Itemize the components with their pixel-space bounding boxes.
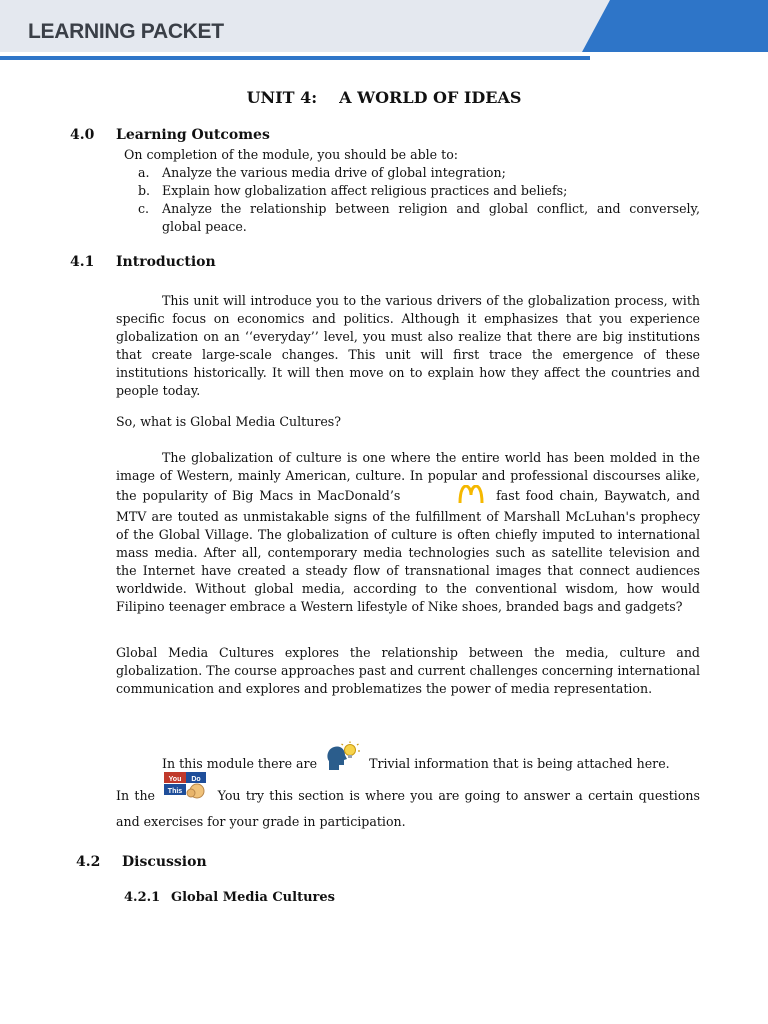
section-number-introduction: 4.1 — [70, 254, 95, 270]
badge-word-1: You — [168, 776, 182, 783]
try-it-note-b: You try this section is where you are going to answer a certain questions and exercises for your grade in participation. — [116, 788, 700, 829]
outcome-text: Explain how globalization affect religious practices and beliefs; — [162, 183, 568, 198]
paragraph-2-part-b: fast food chain, Baywatch, and MTV are touted as unmistakable signs of the fulfillment of Marshall McLuhan's prophecy of the Global Village. The globalization of culture is often chiefly imputed to international mass media. After all, contemporary media technologies such as satellite television and the Internet have created a steady flow of transnational images that connect audiences worldwide. Without global media, according to the conventional wisdom, how would Filipino teenager embrace a Western lifestyle of Nike shoes, branded bags and gadgets? — [116, 488, 700, 614]
try-it-note-a: In the — [116, 788, 156, 803]
outcome-label: a. — [138, 165, 150, 180]
section-title-introduction: Introduction — [116, 254, 216, 270]
section-title-outcomes: Learning Outcomes — [116, 127, 270, 143]
lightbulb-head-icon — [325, 741, 361, 776]
try-it-note — [116, 776, 700, 831]
badge-word-3: This — [168, 788, 183, 795]
unit-name: A WORLD OF IDEAS — [339, 88, 522, 107]
intro-paragraph-1: This unit will introduce you to the various drivers of the globalization process, with specific focus on economics and politics. Although it emphasizes that you experience globalization on an ‘‘everyday’’ level, you must also realize that there are big institutions that create large-scale changes. This unit will first trace the emergence of these institutions historically. It will then move on to explain how they affect the countries and people today. — [116, 293, 700, 398]
paragraph-2-part-a: The globalization of culture is one where the entire world has been molded in the image of Western, mainly American, culture. In popular and professional discourses alike, the popularity of Big Macs in MacDonald’s — [116, 450, 700, 503]
outcome-label: c. — [138, 201, 150, 216]
outcome-text: Analyze the various media drive of global integration; — [162, 165, 506, 180]
mcdonalds-arches-icon — [412, 485, 484, 508]
outcome-item — [138, 164, 700, 182]
outcomes-intro: On completion of the module, you should be able to: — [124, 147, 459, 162]
section-title-discussion: Discussion — [122, 854, 207, 870]
outcome-item — [138, 182, 700, 200]
module-note — [162, 747, 700, 782]
module-note-a: In this module there are — [162, 756, 318, 771]
you-do-this-badge-icon — [164, 771, 208, 804]
header-banner — [0, 0, 768, 62]
outcome-item — [138, 200, 700, 236]
intro-question: So, what is Global Media Cultures? — [116, 414, 342, 429]
intro-paragraph-3: Global Media Cultures explores the relationship between the media, culture and globalization. The course approaches past and current challenges concerning international communication and explores and problematizes the power of media representation. — [116, 645, 700, 696]
unit-title — [0, 88, 768, 107]
outcome-text: Analyze the relationship between religion and global conflict, and conversely, global peace. — [162, 201, 700, 234]
subsection-title: Global Media Cultures — [171, 890, 335, 905]
unit-label: UNIT 4: — [246, 88, 318, 107]
banner-title: LEARNING PACKET — [28, 20, 224, 43]
intro-paragraph-2 — [116, 449, 700, 616]
section-number-discussion: 4.2 — [76, 854, 101, 870]
outcome-label: b. — [138, 183, 151, 198]
section-number-outcomes: 4.0 — [70, 127, 95, 143]
badge-word-2: Do — [191, 776, 201, 783]
subsection-number: 4.2.1 — [124, 890, 161, 905]
module-note-b: Trivial information that is being attached here. — [369, 756, 670, 771]
